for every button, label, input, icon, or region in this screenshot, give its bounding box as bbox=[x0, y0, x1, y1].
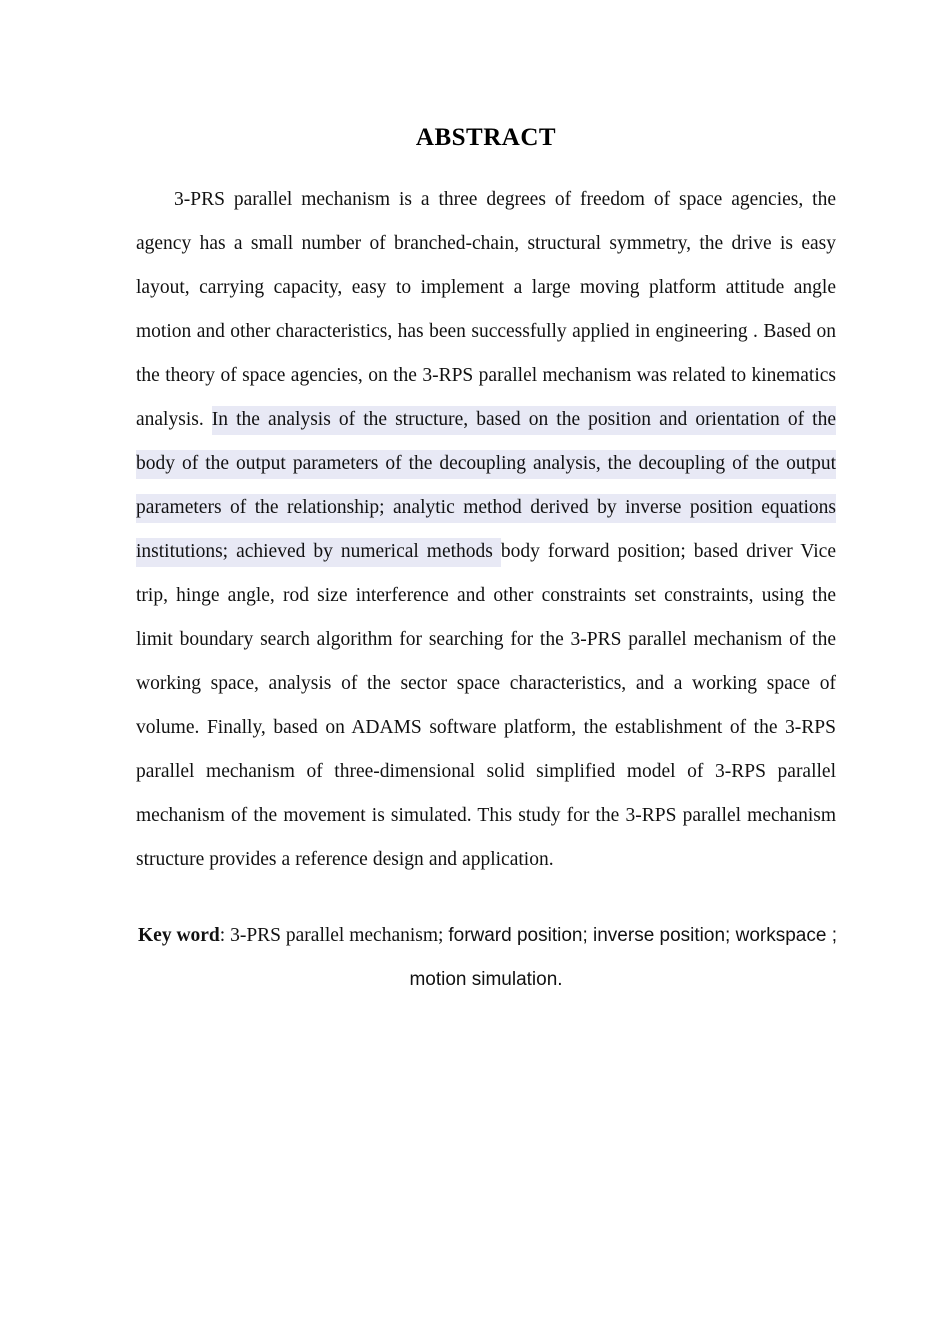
selected-text-highlight[interactable]: In the analysis of the structure, based on the position and orientation of the body of the output parameters of the decoupling analysis, the decoupling of the output parameters of the relationship; analytic method derived by inverse position equations institutions; achieved by numerical methods bbox=[136, 406, 836, 567]
keywords-line-1 bbox=[136, 914, 836, 958]
abstract-text-after-selection: body forward position; based driver Vice trip, hinge angle, rod size interference and other constraints set constraints, using the limit boundary search algorithm for searching for the 3-PRS parallel mechanism of the working space, analysis of the sector space characteristics, and a working space of volume. Finally, based on ADAMS software platform, the establishment of the 3-RPS parallel mechanism of three-dimensional solid simplified model of 3-RPS parallel mechanism of the movement is simulated. This study for the 3-RPS parallel mechanism structure provides a reference design and application. bbox=[136, 541, 836, 870]
keywords-block bbox=[136, 882, 836, 1002]
abstract-paragraph[interactable] bbox=[136, 154, 836, 882]
keywords-sans-terms-line-1: forward position; inverse position; workspace ; bbox=[448, 925, 837, 946]
page-title: ABSTRACT bbox=[415, 124, 557, 151]
keywords-separator: : bbox=[219, 925, 231, 946]
keywords-serif-terms: 3-PRS parallel mechanism; bbox=[230, 925, 449, 946]
keywords-line-2 bbox=[136, 958, 836, 1002]
abstract-text-before-selection: 3-PRS parallel mechanism is a three degrees of freedom of space agencies, the agency has a small number of branched-chain, structural symmetry, the drive is easy layout, carrying capacity, easy to implement a large moving platform attitude angle motion and other characteristics, has been successfully applied in engineering . Based on the theory of space agencies, on the 3-RPS parallel mechanism was related to kinematics analysis. bbox=[136, 189, 836, 430]
page-content-column bbox=[136, 0, 836, 1002]
keywords-label: Key word bbox=[138, 925, 220, 946]
keywords-sans-terms-line-2: motion simulation. bbox=[409, 969, 563, 990]
